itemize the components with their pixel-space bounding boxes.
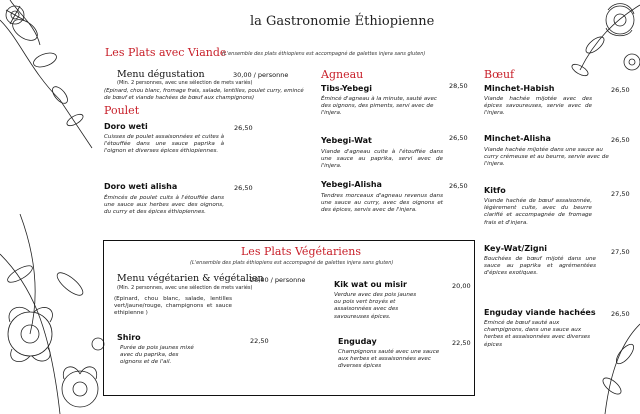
yebegi-alisha-desc: Tendres morceaux d'agneau revenus dans une sauce au curry, avec des oignons et des épices, servis avec de l'injera. [321, 193, 443, 214]
doro-weti-alisha-name: Doro weti alisha [104, 182, 178, 191]
key-wat-name: Key-Wat/Zigni [484, 244, 548, 253]
key-wat-price: 27,50 [611, 248, 630, 256]
veg-menu-price: 28,00 / personne [250, 276, 306, 284]
tibs-yebegi-price: 28,50 [449, 82, 468, 90]
doro-weti-alisha-desc: Émincés de poulet cuits à l'étouffée dans une sauce aux herbes avec des oignons, du curry et des épices éthiopiennes. [104, 195, 224, 216]
enguday-viande-price: 26,50 [611, 310, 630, 318]
chicken-heading: Poulet [104, 104, 140, 117]
doro-weti-price: 26,50 [234, 124, 253, 132]
vegetarian-heading: Les Plats Végétariens [241, 245, 361, 258]
doro-weti-desc: Cuisses de poulet assaisonnées et cuites à l'étouffée dans une sauce paprika à l'oignon et diverses épices éthiopiennes. [104, 134, 224, 155]
veg-menu-name: Menu végétarien & végétalien [117, 273, 264, 284]
kitfo-name: Kitfo [484, 186, 506, 195]
doro-weti-name: Doro weti [104, 122, 148, 131]
doro-weti-alisha-price: 26,50 [234, 184, 253, 192]
degustation-sub: (Min. 2 personnes, avec une sélection de mets variés) [117, 80, 253, 86]
minchet-alisha-price: 26,50 [611, 136, 630, 144]
tibs-yebegi-desc: Émincé d'agneau à la minute, sauté avec des oignons, des piments, servi avec de l'injera. [321, 96, 437, 117]
yebegi-wat-name: Yebegi-Wat [321, 136, 372, 145]
yebegi-wat-price: 26,50 [449, 134, 468, 142]
floral-decoration-top-right [520, 0, 640, 90]
kik-wat-price: 20,00 [452, 282, 471, 290]
minchet-habish-price: 26,50 [611, 86, 630, 94]
enguday-viande-name: Enguday viande hachées [484, 308, 596, 317]
minchet-alisha-desc: Viande hachée mijotée dans une sauce au curry crémeuse et au beurre, servie avec de l'injera. [484, 147, 609, 168]
enguday-viande-desc: Emincé de bœuf sauté aux champignons, dans une sauce aux herbes et assaisonnées avec diverses épices [484, 320, 591, 348]
vegetarian-note: (L'ensemble des plats éthiopiens est accompagné de galettes injera sans gluten) [190, 260, 394, 266]
enguday-price: 22,50 [452, 339, 471, 347]
minchet-habish-desc: Viande hachée mijotée avec des épices savoureuses, servie avec de l'injera. [484, 96, 592, 117]
key-wat-desc: Bouchées de bœuf mijoté dans une sauce au paprika et agrémentées d'épices exotiques. [484, 256, 596, 277]
shiro-desc: Purée de pois jaunes mixé avec du paprika, des oignons et de l'ail. [120, 345, 194, 366]
kik-wat-desc: Verdure avec des pois jaunes ou pois vert broyés et assaisonnées avec des savoureuses épices. [334, 292, 417, 320]
tibs-yebegi-name: Tibs-Yebegi [321, 84, 372, 93]
yebegi-wat-desc: Viande d'agneau cuite à l'étouffée dans une sauce au paprika, servi avec de l'injera. [321, 149, 443, 170]
shiro-name: Shiro [117, 333, 141, 342]
enguday-name: Enguday [338, 337, 377, 346]
floral-decoration-top-left [0, 0, 95, 150]
floral-decoration-bottom-left [0, 214, 115, 414]
lamb-heading: Agneau [321, 68, 364, 81]
kitfo-desc: Viande hachée de bœuf assaisonnée, légèrement cuite, avec du beurre clarifié et accompagnée de fromage frais et d'injera. [484, 198, 592, 226]
meat-section-heading: Les Plats avec Viande [105, 46, 227, 59]
kitfo-price: 27,50 [611, 190, 630, 198]
beef-heading: Bœuf [484, 68, 515, 81]
veg-menu-desc: (Epinard, chou blanc, salade, lentilles vert/jaune/rouge, champignons et sauce ethipienne ) [114, 296, 232, 317]
degustation-price: 30,00 / personne [233, 71, 289, 79]
shiro-price: 22,50 [250, 337, 269, 345]
enguday-desc: Champignons sauté avec une sauce aux herbes et assaisonnées avec diverses épices [338, 349, 440, 370]
veg-menu-sub: (Min. 2 personnes, avec une sélection de mets variés) [117, 285, 253, 291]
yebegi-alisha-name: Yebegi-Alisha [321, 180, 382, 189]
page-title: la Gastronomie Éthiopienne [250, 14, 435, 29]
degustation-desc: (Epinard, chou blanc, fromage frais, salade, lentilles, poulet curry, emincé de bœuf et viande hachées de bœuf aux champignons) [104, 88, 304, 102]
minchet-alisha-name: Minchet-Alisha [484, 134, 551, 143]
yebegi-alisha-price: 26,50 [449, 182, 468, 190]
degustation-name: Menu dégustation [117, 69, 205, 80]
minchet-habish-name: Minchet-Habish [484, 84, 555, 93]
kik-wat-name: Kik wat ou misir [334, 280, 407, 289]
meat-section-note: (L'ensemble des plats éthiopiens est accompagné de galettes injera sans gluten) [222, 51, 426, 57]
